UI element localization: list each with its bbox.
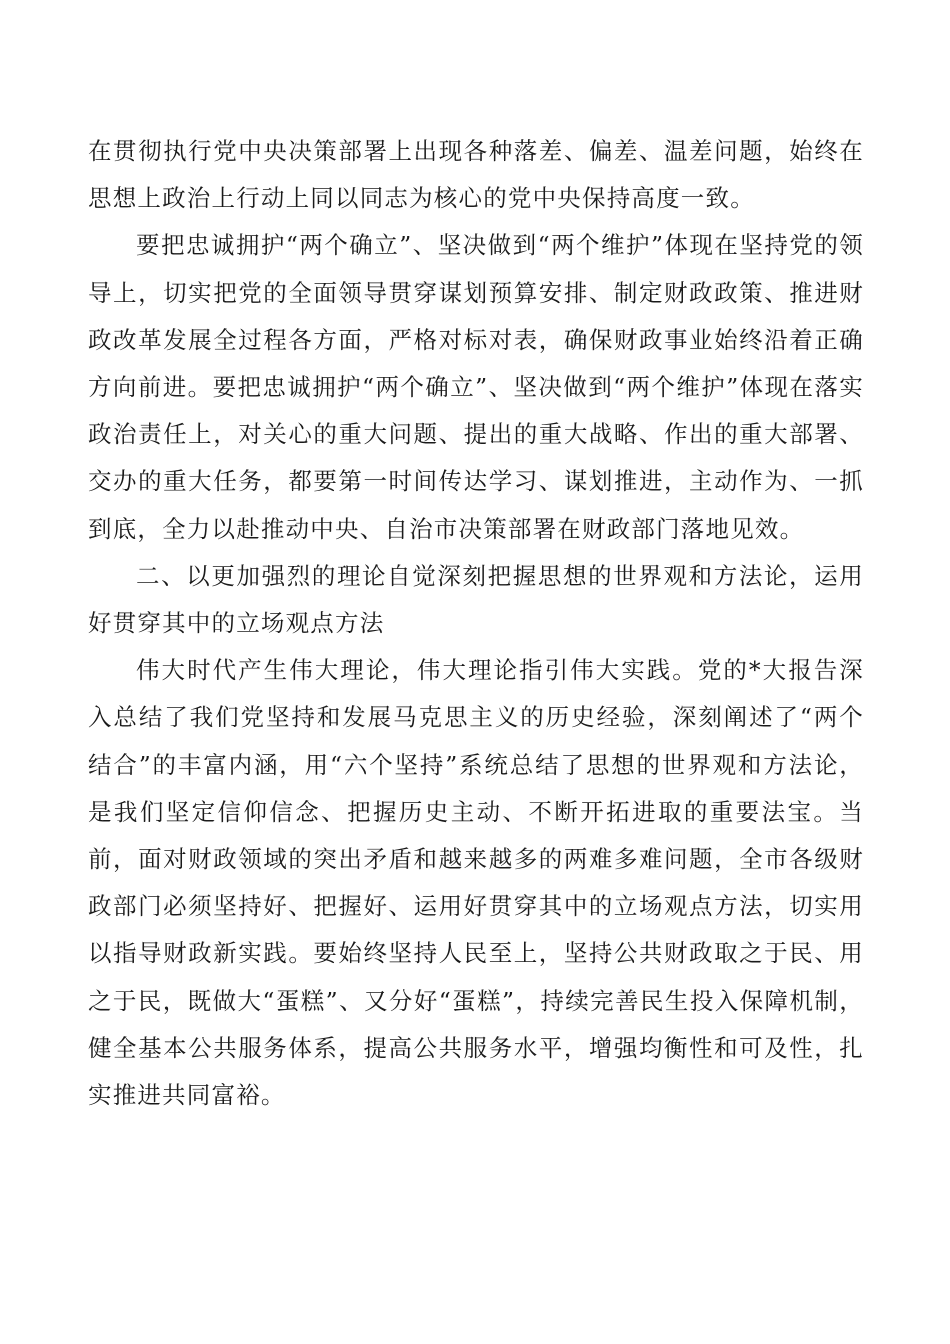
section-heading-two: 二、以更加强烈的理论自觉深刻把握思想的世界观和方法论，运用好贯穿其中的立场观点方法 [88, 561, 864, 638]
document-body [88, 128, 864, 1119]
paragraph-great-era: 伟大时代产生伟大理论，伟大理论指引伟大实践。党的*大报告深入总结了我们党坚持和发展马克思主义的历史经验，深刻阐述了“两个结合”的丰富内涵，用“六个坚持”系统总结了思想的世界观和方法论，是我们坚定信仰信念、把握历史主动、不断开拓进取的重要法宝。当前，面对财政领域的突出矛盾和越来越多的两难多难问题，全市各级财政部门必须坚持好、把握好、运用好贯穿其中的立场观点方法，切实用以指导财政新实践。要始终坚持人民至上，坚持公共财政取之于民、用之于民，既做大“蛋糕”、又分好“蛋糕”，持续完善民生投入保障机制，健全基本公共服务体系，提高公共服务水平，增强均衡性和可及性，扎实推进共同富裕。 [88, 656, 864, 1110]
paragraph-two-establishments: 要把忠诚拥护“两个确立”、坚决做到“两个维护”体现在坚持党的领导上，切实把党的全面领导贯穿谋划预算安排、制定财政政策、推进财政改革发展全过程各方面，严格对标对表，确保财政事业始终沿着正确方向前进。要把忠诚拥护“两个确立”、坚决做到“两个维护”体现在落实政治责任上，对关心的重大问题、提出的重大战略、作出的重大部署、交办的重大任务，都要第一时间传达学习、谋划推进，主动作为、一抓到底，全力以赴推动中央、自治市决策部署在财政部门落地见效。 [88, 231, 864, 543]
paragraph-continuation: 在贯彻执行党中央决策部署上出现各种落差、偏差、温差问题，始终在思想上政治上行动上同以同志为核心的党中央保持高度一致。 [88, 137, 864, 213]
